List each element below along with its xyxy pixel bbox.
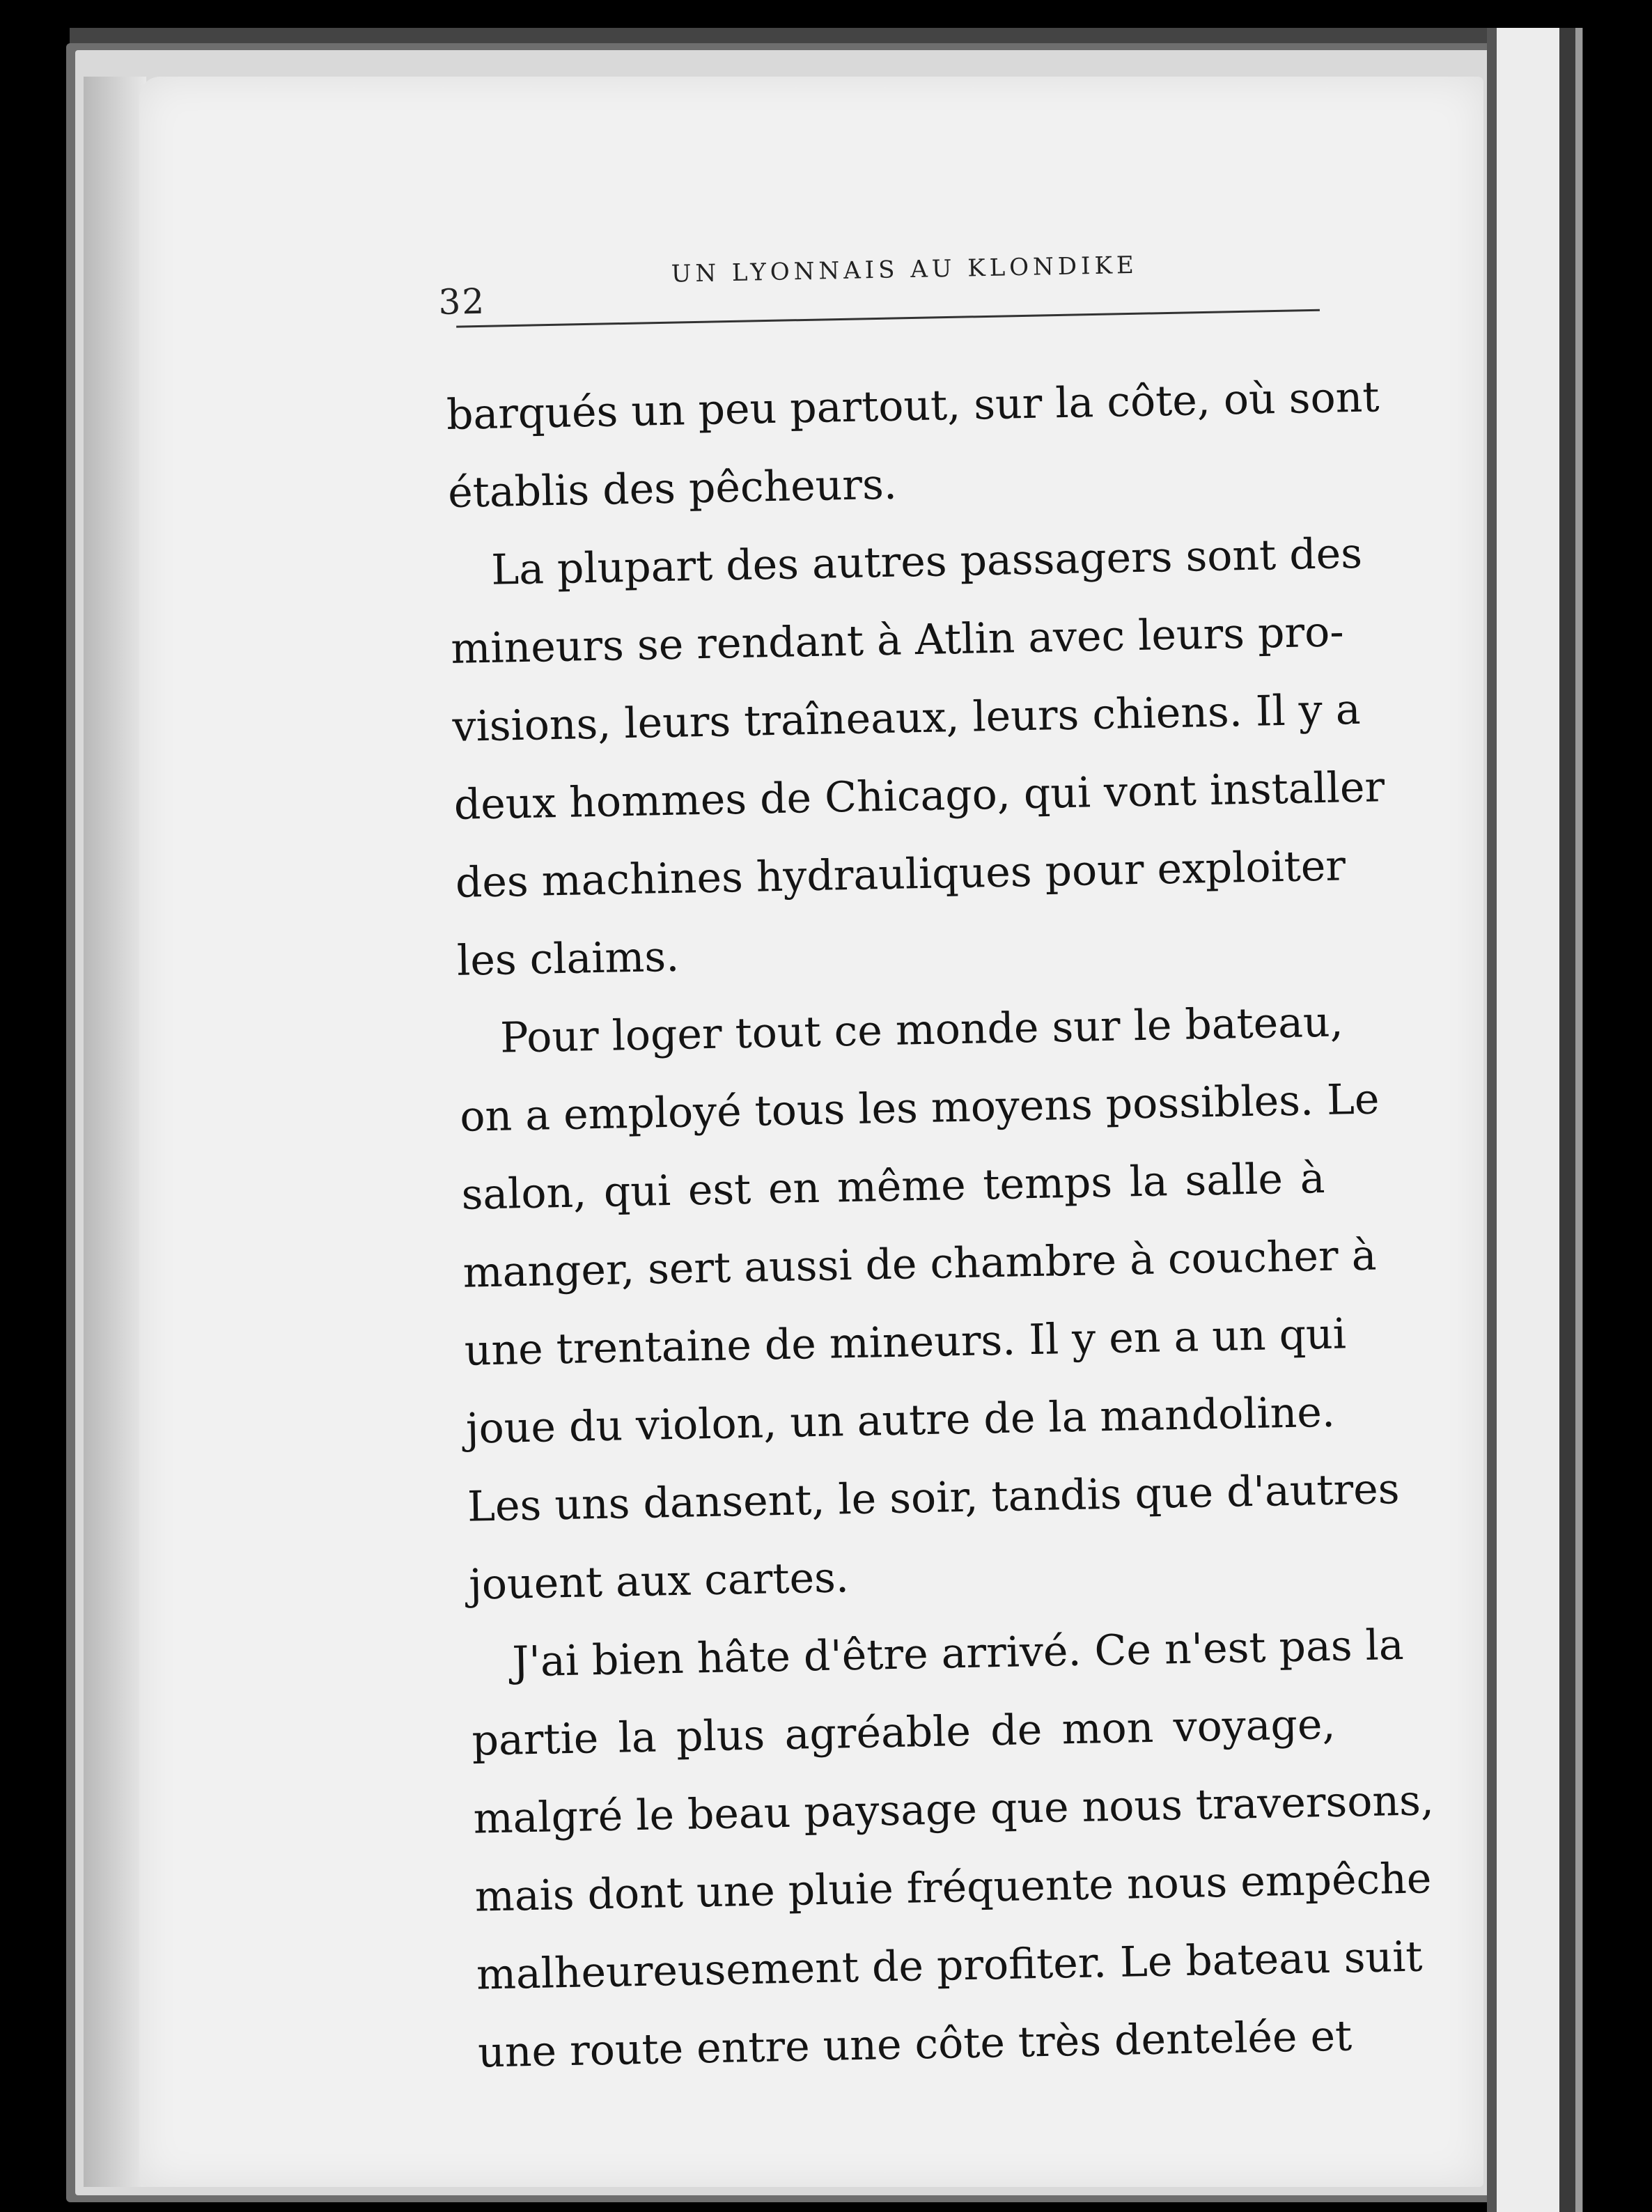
text-line: établis des pêcheurs. bbox=[447, 460, 898, 517]
text-line: Pour loger tout ce monde sur le bateau, bbox=[499, 997, 1344, 1063]
text-line: deux hommes de Chicago, qui vont installer bbox=[453, 763, 1385, 830]
body-text bbox=[446, 359, 1435, 2092]
text-line: joue du violon, un autre de la mandoline. bbox=[465, 1387, 1336, 1454]
text-line: visions, leurs traîneaux, leurs chiens. Il y a bbox=[452, 685, 1362, 751]
text-line: barqués un peu partout, sur la côte, où sont bbox=[446, 373, 1380, 439]
paragraph bbox=[469, 1607, 1435, 2092]
page-fold-shadow bbox=[84, 77, 146, 2187]
text-line: malheureusement de profiter. Le bateau suit bbox=[476, 1932, 1424, 2000]
text-line: une trentaine de mineurs. Il y en a un qui bbox=[464, 1309, 1347, 1376]
text-line: les claims. bbox=[456, 932, 680, 986]
text-line: Les uns dansent, le soir, tandis que d'autres bbox=[467, 1465, 1401, 1532]
facing-page-strip bbox=[1497, 28, 1559, 2212]
text-line: une route entre une côte très dentelée et bbox=[477, 2011, 1353, 2078]
text-line: salon, qui est en même temps la salle à bbox=[460, 1153, 1326, 1220]
text-line: malgré le beau paysage que nous traversons, bbox=[473, 1776, 1435, 1844]
paragraph bbox=[446, 359, 1380, 532]
facing-page-edge-line bbox=[1575, 28, 1582, 2212]
running-head: UN LYONNAIS AU KLONDIKE bbox=[671, 251, 1139, 288]
text-line: manger, sert aussi de chambre à coucher à bbox=[462, 1231, 1378, 1298]
page-number: 32 bbox=[437, 281, 486, 323]
book-top-edge bbox=[70, 28, 1490, 45]
text-line: mais dont une pluie fréquente nous empêche bbox=[474, 1854, 1432, 1922]
paragraph bbox=[449, 515, 1385, 1000]
text-line: La plupart des autres passagers sont des bbox=[490, 529, 1363, 595]
text-line: J'ai bien hâte d'être arrivé. Ce n'est pas la bbox=[511, 1620, 1405, 1687]
text-line: on a employé tous les moyens possibles. Le bbox=[459, 1075, 1380, 1142]
text-line: partie la plus agréable de mon voyage, bbox=[471, 1699, 1337, 1766]
book-gutter bbox=[1487, 28, 1497, 2212]
text-line: jouent aux cartes. bbox=[468, 1553, 850, 1610]
paragraph bbox=[458, 983, 1401, 1624]
text-line: des machines hydrauliques pour exploiter bbox=[455, 841, 1346, 908]
text-line: mineurs se rendant à Atlin avec leurs pro- bbox=[450, 607, 1345, 673]
